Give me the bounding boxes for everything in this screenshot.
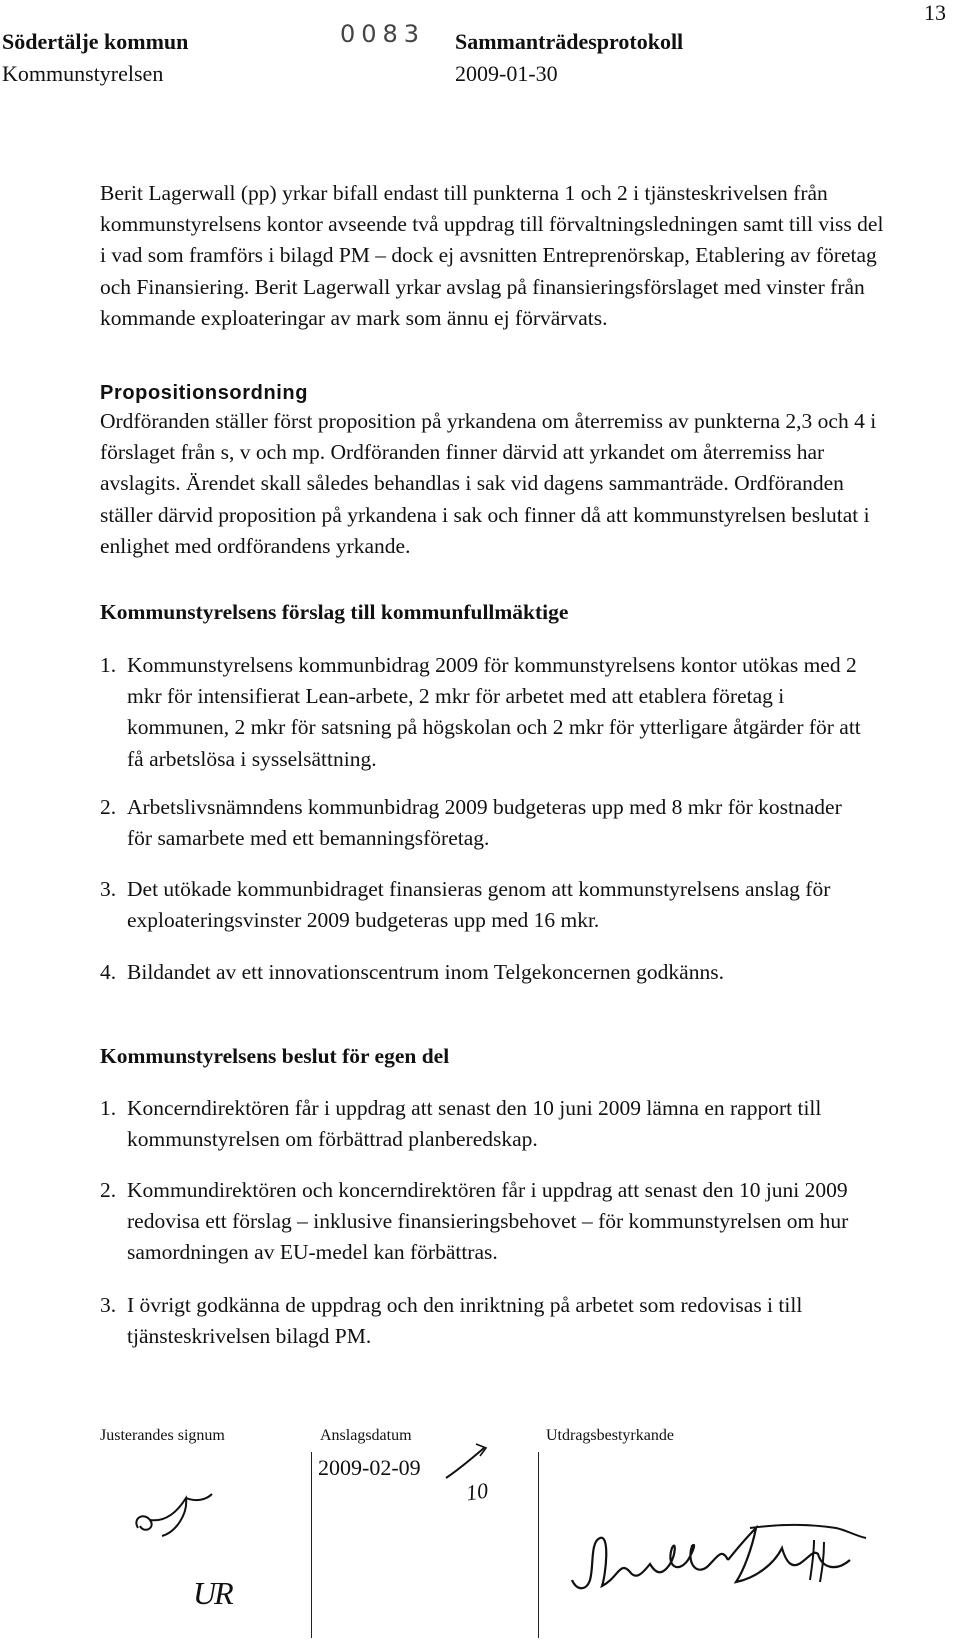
municipality-name: Södertälje kommun: [2, 29, 189, 54]
justerandes-signum-label: Justerandes signum: [100, 1427, 225, 1444]
anslagsdatum-correction: 10: [464, 1477, 490, 1506]
anslagsdatum-value: 2009-02-09: [318, 1455, 421, 1480]
item-number: 3.: [100, 1293, 117, 1317]
initials-handwritten: UR: [193, 1575, 232, 1611]
footer-divider-left: [311, 1452, 312, 1638]
item-text: Bildandet av ett innovationscentrum inom Telgekoncernen godkänns.: [127, 960, 724, 984]
item-number: 2.: [100, 1178, 117, 1202]
propositionsordning-heading: Propositionsordning: [100, 382, 309, 404]
item-text: Kommundirektören och koncerndirektören får i uppdrag att senast den 10 juni 2009 redovisa ett förslag – inklusive finansieringsbehovet – för kommunstyrelsen om hur samordningen av EU-medel kan förbättras.: [127, 1178, 849, 1265]
item-number: 1.: [100, 653, 117, 677]
item-text: Arbetslivsnämndens kommunbidrag 2009 budgeteras upp med 8 mkr för kostnader för samarbete med ett bemanningsföretag.: [127, 795, 842, 851]
page-number: 13: [924, 0, 946, 25]
meeting-date: 2009-01-30: [455, 61, 558, 86]
item-text: Det utökade kommunbidraget finansieras genom att kommunstyrelsens anslag för exploateringsvinster 2009 budgeteras upp med 16 mkr.: [127, 877, 831, 933]
item-number: 1.: [100, 1096, 117, 1120]
intro-paragraph: Berit Lagerwall (pp) yrkar bifall endast till punkterna 1 och 2 i tjänsteskrivelsen från kommunstyrelsens kontor avseende två uppdrag till förvaltningsledningen samt till viss del i vad som framförs i bilagd PM – dock ej avsnitten Entreprenörskap, Etablering av företag och Finansiering. Berit Lagerwall yrkar avslag på finansieringsförslaget med vinster från kommande exploateringar av mark som ännu ej förvärvats.: [100, 181, 884, 330]
certifying-signature: [560, 1520, 880, 1610]
document-type: Sammanträdesprotokoll: [455, 29, 684, 54]
committee-name: Kommunstyrelsen: [2, 61, 164, 86]
item-number: 3.: [100, 877, 117, 901]
item-text: Kommunstyrelsens kommunbidrag 2009 för kommunstyrelsens kontor utökas med 2 mkr för intensifierat Lean-arbete, 2 mkr för arbetet med att etablera företag i kommunen, 2 mkr för satsning på högskolan och 2 mkr för ytterligare åtgärder för att få arbetslösa i sysselsättning.: [127, 653, 861, 771]
forslag-heading: Kommunstyrelsens förslag till kommunfullmäktige: [100, 600, 569, 624]
initials-scribble-signature: [130, 1488, 230, 1568]
handwritten-stamp-number: 0083: [340, 20, 426, 48]
item-number: 2.: [100, 795, 117, 819]
item-number: 4.: [100, 960, 117, 984]
utdragsbestyrkande-label: Utdragsbestyrkande: [546, 1427, 674, 1444]
item-text: I övrigt godkänna de uppdrag och den inriktning på arbetet som redovisas i till tjänsteskrivelsen bilagd PM.: [127, 1293, 803, 1349]
item-text: Koncerndirektören får i uppdrag att senast den 10 juni 2009 lämna en rapport till kommunstyrelsen om förbättrad planberedskap.: [127, 1096, 822, 1152]
anslagsdatum-label: Anslagsdatum: [320, 1427, 412, 1444]
footer-divider-right: [538, 1452, 539, 1638]
propositionsordning-text: Ordföranden ställer först proposition på yrkandena om återremiss av punkterna 2,3 och 4 i förslaget från s, v och mp. Ordföranden finner därvid att yrkandet om återremiss har avslagits. Ärendet skall således behandlas i sak vid dagens sammanträde. Ordföranden ställer därvid proposition på yrkandena i sak och finner då att kommunstyrelsen beslutat i enlighet med ordförandens yrkande.: [100, 409, 877, 558]
beslut-heading: Kommunstyrelsens beslut för egen del: [100, 1044, 450, 1068]
date-correction-stroke: [436, 1440, 496, 1490]
